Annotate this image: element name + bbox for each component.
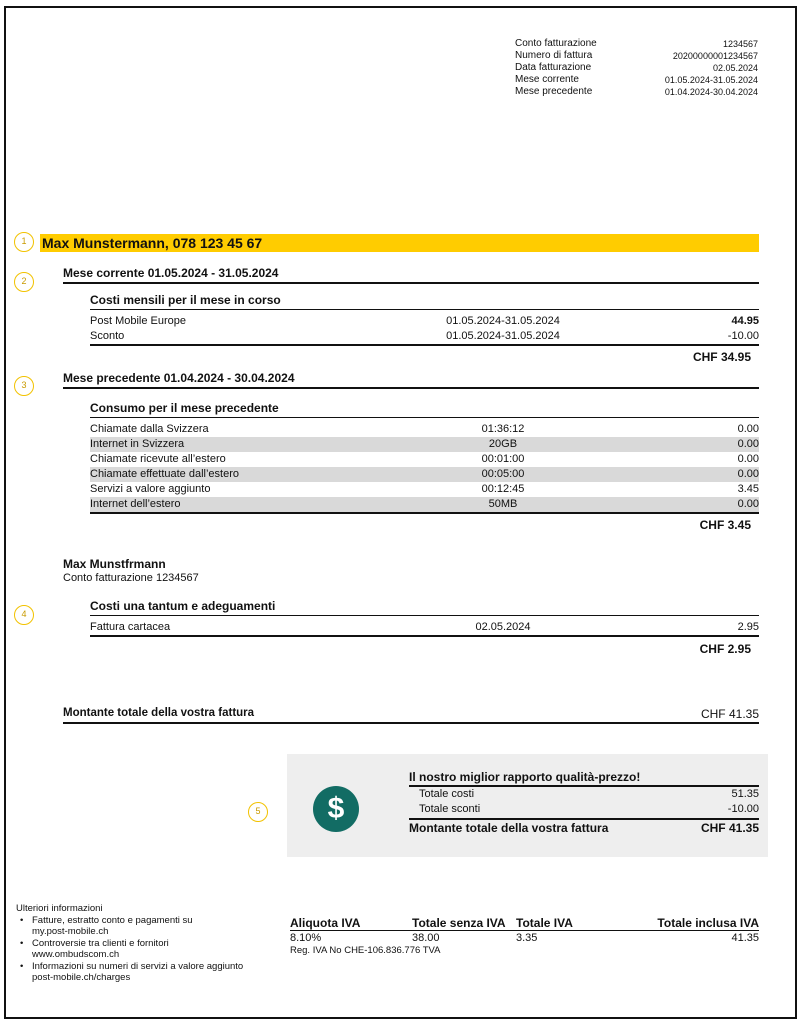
marker-4: 4 (14, 605, 34, 625)
more-info-item: • Informazioni su numeri di servizi a valore aggiunto post-mobile.ch/charges (32, 961, 276, 984)
current-costs-table (90, 314, 759, 346)
table-row: Fattura cartacea 02.05.2024 2.95 (90, 621, 759, 633)
customer-name-bar: Max Munstermann, 078 123 45 67 (40, 234, 759, 252)
link-my-post-mobile[interactable]: my.post-mobile.ch (32, 926, 109, 937)
promo-summary (409, 770, 759, 835)
promo-total: Montante totale della vostra fattura CHF 41.35 (409, 818, 759, 835)
invoice-info-block (515, 38, 758, 98)
table-row: Sconto 01.05.2024-31.05.2024 -10.00 (90, 330, 759, 342)
customer-name: Max Munstfrmann (63, 557, 166, 571)
promo-title: Il nostro miglior rapporto qualità-prezzo! (409, 770, 759, 787)
promo-box (287, 754, 768, 857)
info-row: Mese precedente 01.04.2024-30.04.2024 (515, 86, 758, 97)
table-row: Internet in Svizzera 20GB 0.00 (90, 438, 759, 450)
info-row: Mese corrente 01.05.2024-31.05.2024 (515, 74, 758, 85)
previous-usage-subtitle: Consumo per il mese precedente (90, 401, 759, 418)
previous-month-title: Mese precedente 01.04.2024 - 30.04.2024 (63, 371, 759, 389)
marker-1: 1 (14, 232, 34, 252)
oneoff-table (90, 620, 759, 637)
oneoff-subtitle: Costi una tantum e adeguamenti (90, 599, 759, 616)
more-info (16, 903, 276, 984)
info-row: Data fatturazione 02.05.2024 (515, 62, 758, 73)
link-charges[interactable]: post-mobile.ch/charges (32, 972, 131, 983)
marker-2: 2 (14, 272, 34, 292)
vat-header: Aliquota IVA Totale senza IVA Totale IVA Totale inclusa IVA (290, 916, 759, 930)
current-total: CHF 34.95 (692, 350, 751, 364)
grand-total: Montante totale della vostra fattura CHF 41.35 (63, 707, 759, 724)
table-row: Chiamate ricevute all’estero 00:01:00 0.00 (90, 453, 759, 465)
more-info-title: Ulteriori informazioni (16, 903, 103, 914)
dollar-icon: $ (313, 786, 359, 832)
current-month-title: Mese corrente 01.05.2024 - 31.05.2024 (63, 266, 759, 284)
customer-address (63, 557, 199, 585)
info-row: Conto fatturazione 1234567 (515, 38, 758, 49)
previous-usage-table (90, 422, 759, 514)
vat-values: 8.10% 38.00 3.35 41.35 (290, 932, 759, 944)
table-row: Servizi a valore aggiunto 00:12:45 3.45 (90, 483, 759, 495)
promo-row: Totale costi 51.35 (419, 788, 759, 800)
link-ombudscom[interactable]: www.ombudscom.ch (32, 949, 120, 960)
table-row: Chiamate dalla Svizzera 01:36:12 0.00 (90, 423, 759, 435)
current-costs-subtitle: Costi mensili per il mese in corso (90, 293, 759, 310)
oneoff-total: CHF 2.95 (699, 642, 751, 656)
billing-account: Conto fatturazione 1234567 (63, 572, 199, 584)
promo-row: Totale sconti -10.00 (419, 803, 759, 815)
table-row: Post Mobile Europe 01.05.2024-31.05.2024 44.95 (90, 315, 759, 327)
info-row: Numero di fattura 20200000001234567 (515, 50, 758, 61)
more-info-item: • Controversie tra clienti e fornitori www.ombudscom.ch (32, 938, 276, 961)
marker-5: 5 (248, 802, 268, 822)
more-info-item: • Fatture, estratto conto e pagamenti su my.post-mobile.ch (32, 915, 276, 938)
previous-total: CHF 3.45 (699, 518, 751, 532)
vat-registration: Reg. IVA No CHE-106.836.776 TVA (290, 945, 441, 956)
marker-3: 3 (14, 376, 34, 396)
table-row: Chiamate effettuate dall’estero 00:05:00 0.00 (90, 468, 759, 480)
table-row: Internet dell’estero 50MB 0.00 (90, 498, 759, 510)
vat-table (290, 916, 759, 956)
invoice-page (4, 6, 797, 1019)
